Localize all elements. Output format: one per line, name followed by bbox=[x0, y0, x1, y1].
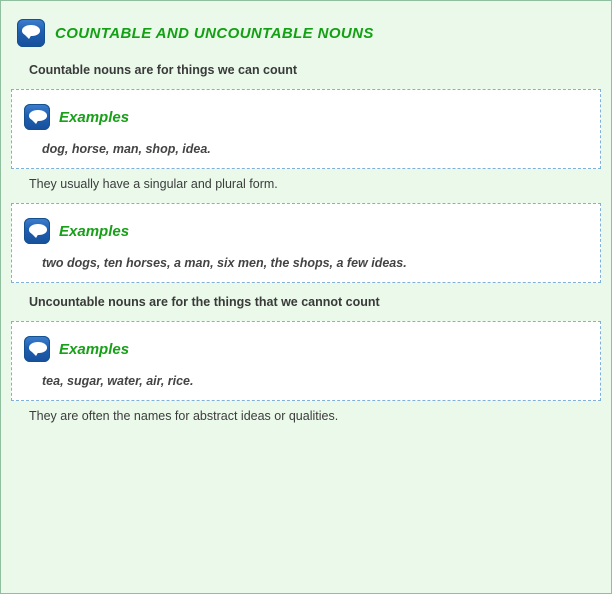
example-box-2 bbox=[11, 203, 601, 283]
speech-bubble-icon bbox=[24, 218, 50, 244]
example-text-1: dog, horse, man, shop, idea. bbox=[42, 142, 211, 156]
section-note-1: Countable nouns are for things we can count bbox=[29, 63, 298, 77]
example-header-1 bbox=[12, 96, 600, 132]
example-box-3 bbox=[11, 321, 601, 401]
speech-bubble-icon bbox=[24, 336, 50, 362]
example-label-1: Examples bbox=[59, 108, 130, 126]
page-title: COUNTABLE AND UNCOUNTABLE NOUNS bbox=[55, 24, 374, 42]
example-text-3: tea, sugar, water, air, rice. bbox=[42, 374, 194, 388]
example-header-3 bbox=[12, 328, 600, 364]
example-text-2: two dogs, ten horses, a man, six men, the shops, a few ideas. bbox=[42, 256, 407, 270]
speech-bubble-icon bbox=[17, 19, 45, 47]
example-header-2 bbox=[12, 210, 600, 246]
example-box-1 bbox=[11, 89, 601, 169]
worksheet-content bbox=[9, 9, 603, 585]
example-label-3: Examples bbox=[59, 340, 130, 358]
example-label-2: Examples bbox=[59, 222, 130, 240]
section-note-3: Uncountable nouns are for the things that we cannot count bbox=[29, 295, 380, 309]
page-header bbox=[9, 9, 603, 53]
section-note-2: They usually have a singular and plural form. bbox=[29, 177, 278, 191]
footer-note: They are often the names for abstract ideas or qualities. bbox=[29, 409, 339, 423]
speech-bubble-icon bbox=[24, 104, 50, 130]
